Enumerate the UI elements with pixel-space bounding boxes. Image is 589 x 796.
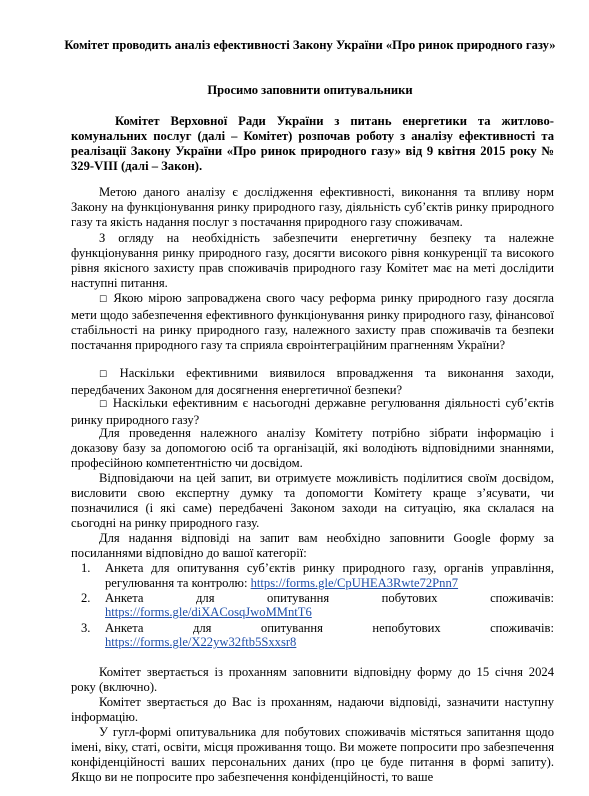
question-2-text: Наскільки ефективними виявилося впровадження та виконання заходи, передбачених Законом для досягнення енергетичної безпеки? (71, 366, 554, 397)
question-1-text: Якою мірою запроваджена свого часу реформа ринку природного газу досягла мети щодо забезпечення ефективного функціонування ринку природного газу, фінансової стабільності на ринку природного газу, належного захисту прав споживачів та безпеки постачання природного газу та сприяла євроінтеграційним прагненням України? (71, 291, 554, 352)
list-item-text: Анкета для опитування непобутових споживачів: (105, 621, 554, 635)
intro-paragraph: Комітет Верховної Ради України з питань енергетики та житлово-комунальних послуг (далі – Комітет) розпочав роботу з аналізу ефективності та реалізації Закону України «Про ринок природного газу» від 9 квітня 2015 року № 329-VIII (далі – Закон). (71, 114, 554, 173)
evidence-paragraph: Для проведення належного аналізу Комітету потрібно зібрати інформацію і доказову базу за допомогою осіб та організацій, які володіють відповідними знаннями, професійною компетентністю чи досвідом. (71, 426, 554, 470)
opportunity-paragraph: Відповідаючи на цей запит, ви отримуєте можливість поділитися своїм досвідом, висловити свою експертну думку та допомогти Комітету краще з’ясувати, чи позначилися (і які саме) передбачені Законом заходи на ситуацію, яка склалася на сьогодні на ринку природного газу. (71, 471, 554, 530)
list-item (71, 591, 554, 621)
checkbox-icon: ☐ (99, 400, 108, 410)
list-number: 1. (81, 561, 91, 575)
context-paragraph: З огляду на необхідність забезпечити енергетичну безпеку та належне функціонування ринку природного газу, досягти високого рівня конкуренції та високого рівня якісного захисту прав споживачів природного газу Комітет має на меті дослідити наступні питання. (71, 231, 554, 290)
question-1 (71, 291, 554, 353)
list-item-text: Анкета для опитування суб’єктів ринку природного газу, органів управління, регулювання та контролю: (105, 561, 554, 590)
list-number: 3. (81, 621, 91, 635)
list-item (71, 561, 554, 591)
deadline-paragraph: Комітет звертається із проханням заповнити відповідну форму до 15 січня 2024 року (включно). (71, 665, 554, 694)
list-item (71, 621, 554, 651)
form-link-nonhousehold[interactable]: https://forms.gle/X22yw32ftb5Sxxsr8 (105, 635, 297, 649)
info-paragraph: Комітет звертається до Вас із проханням, надаючи відповіді, зазначити наступну інформацію. (71, 695, 554, 724)
goal-paragraph: Метою даного аналізу є дослідження ефективності, виконання та впливу норм Закону на функціонування ринку природного газу, діяльність суб’єктів ринку природного газу та якість надання послуг з постачання природного газу споживачам. (71, 185, 554, 229)
list-item-text: Анкета для опитування побутових споживачів: (105, 591, 554, 605)
question-2 (71, 366, 554, 398)
forms-list (71, 561, 554, 651)
question-3-text: Наскільки ефективним є насьогодні державне регулювання діяльності суб’єктів ринку природного газу? (71, 396, 554, 427)
instructions-paragraph: Для надання відповіді на запит вам необхідно заповнити Google форму за посиланнями відповідно до вашої категорії: (71, 531, 554, 560)
page-subtitle: Просимо заповнити опитувальники (207, 83, 413, 97)
form-link-entities[interactable]: https://forms.gle/CpUHEA3Rwte72Pnn7 (250, 576, 459, 590)
page-title: Комітет проводить аналіз ефективності Закону України «Про ринок природного газу» (64, 38, 556, 52)
checkbox-icon: ☐ (99, 370, 108, 380)
privacy-paragraph: У гугл-формі опитувальника для побутових споживачів містяться запитання щодо імені, віку, статі, освіти, місця проживання тощо. Ви можете попросити про забезпечення конфіденційності ваших персональних даних (про це буде питання в формі запиту). Якщо ви не попросите про забезпечення конфіденційності, то ваше (71, 725, 554, 784)
list-number: 2. (81, 591, 91, 605)
question-3 (71, 396, 554, 428)
checkbox-icon: ☐ (99, 295, 108, 305)
form-link-household[interactable]: https://forms.gle/diXACosqJwoMMntT6 (105, 605, 312, 619)
